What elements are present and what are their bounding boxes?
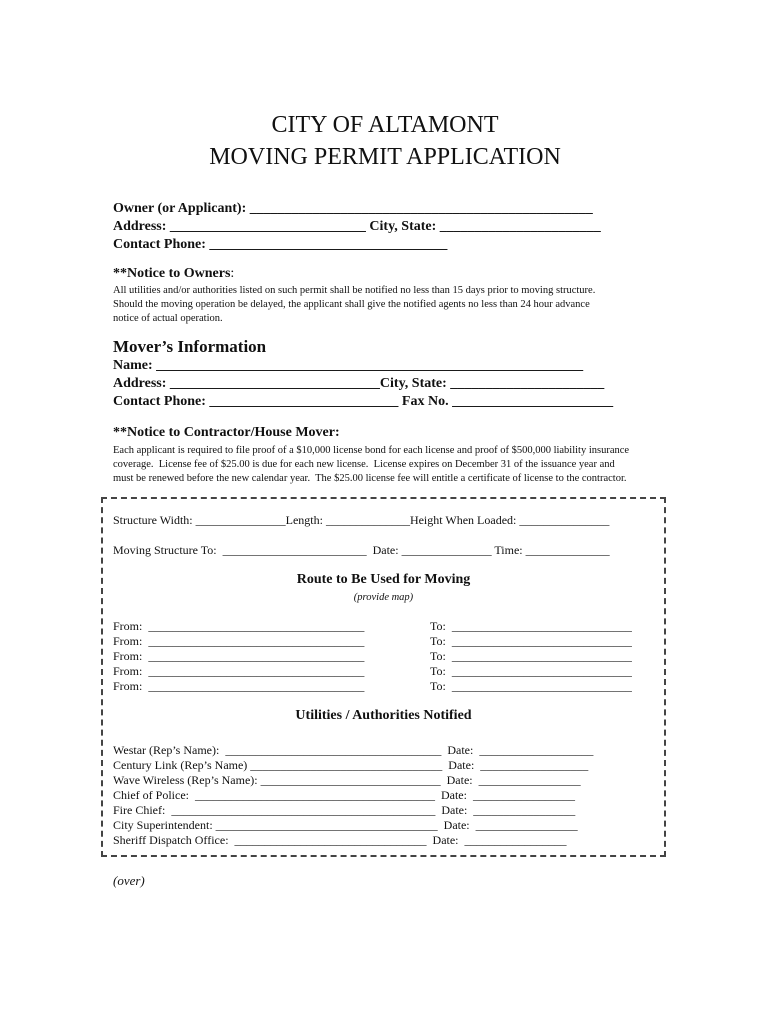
notice-owners-line: All utilities and/or authorities listed on such permit shall be notified no less than 15 days prior to moving structure. (113, 285, 596, 296)
utility-row-chief-of-police[interactable]: Chief of Police: ________________________________________ Date: _________________ (113, 788, 575, 802)
utility-row-city-superintendent[interactable]: City Superintendent: _____________________________________ Date: _________________ (113, 818, 578, 832)
document-title-line2: MOVING PERMIT APPLICATION (209, 144, 561, 170)
notice-owners-line: notice of actual operation. (113, 313, 223, 324)
movers-information-heading: Mover’s Information (113, 337, 267, 356)
over-note: (over) (113, 873, 145, 888)
route-from-field[interactable]: From: ____________________________________ (113, 634, 365, 648)
utility-row-wave-wireless[interactable]: Wave Wireless (Rep’s Name): ______________________________ Date: _________________ (113, 773, 581, 787)
utility-row-westar[interactable]: Westar (Rep’s Name): ____________________________________ Date: ___________________ (113, 743, 594, 757)
mover-name-field[interactable]: Name: _____________________________________________________________ (113, 358, 584, 373)
notice-contractor-line: Each applicant is required to file proof of a $10,000 license bond for each license and proof of $500,000 liability insurance (113, 445, 630, 456)
notice-owners-line: Should the moving operation be delayed, the applicant shall give the notified agents no less than 24 hour advance (113, 299, 590, 310)
utility-row-fire-chief[interactable]: Fire Chief: ____________________________________________ Date: _________________ (113, 803, 576, 817)
owner-address-field[interactable]: Address: ____________________________ City, State: _______________________ (113, 219, 601, 234)
notice-contractor-line: must be renewed before the new calendar year. The $25.00 license fee will entitle a certificate of license to the contractor. (113, 473, 627, 484)
route-to-field[interactable]: To: ______________________________ (430, 679, 632, 693)
route-from-field[interactable]: From: ____________________________________ (113, 664, 365, 678)
route-to-field[interactable]: To: ______________________________ (430, 649, 632, 663)
route-to-field[interactable]: To: ______________________________ (430, 664, 632, 678)
owner-phone-field[interactable]: Contact Phone: __________________________________ (113, 237, 448, 252)
utility-row-century-link[interactable]: Century Link (Rep’s Name) ________________________________ Date: __________________ (113, 758, 589, 772)
route-to-field[interactable]: To: ______________________________ (430, 619, 632, 633)
route-subheading: (provide map) (353, 592, 414, 603)
utilities-heading: Utilities / Authorities Notified (295, 708, 472, 723)
utility-row-sheriff-dispatch[interactable]: Sheriff Dispatch Office: ________________________________ Date: _________________ (113, 833, 567, 847)
route-to-field[interactable]: To: ______________________________ (430, 634, 632, 648)
route-from-field[interactable]: From: ____________________________________ (113, 679, 365, 693)
route-heading: Route to Be Used for Moving (296, 572, 471, 587)
mover-phone-field[interactable]: Contact Phone: ___________________________ Fax No. _______________________ (113, 394, 614, 409)
notice-owners-heading: **Notice to Owners: (113, 266, 235, 281)
document-title-line1: CITY OF ALTAMONT (271, 112, 499, 138)
structure-dimensions-field[interactable]: Structure Width: _______________Length: ______________Height When Loaded: _______________ (113, 513, 610, 527)
notice-contractor-line: coverage. License fee of $25.00 is due for each new license. License expires on December 31 of the issuance year and (113, 459, 615, 470)
route-from-field[interactable]: From: ____________________________________ (113, 619, 365, 633)
moving-structure-to-field[interactable]: Moving Structure To: ________________________ Date: _______________ Time: ______________ (113, 543, 610, 557)
owner-applicant-field[interactable]: Owner (or Applicant): _________________________________________________ (113, 201, 593, 216)
mover-address-field[interactable]: Address: ______________________________City, State: ______________________ (113, 376, 605, 391)
route-from-field[interactable]: From: ____________________________________ (113, 649, 365, 663)
notice-contractor-heading: **Notice to Contractor/House Mover: (113, 425, 340, 440)
